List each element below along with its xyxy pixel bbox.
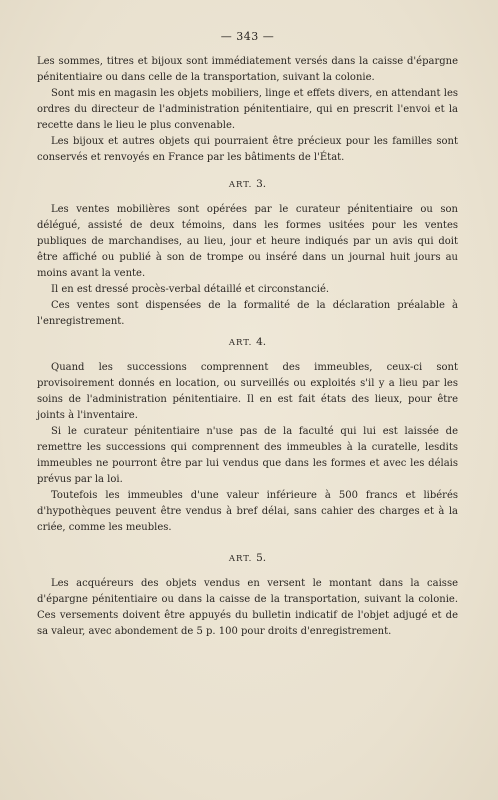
article-3 [37, 178, 458, 330]
paragraph: Sont mis en magasin les objets mobiliers, linge et effets divers, en attendant les ordres du directeur de l'administration pénitentiaire, qui en prescrit l'envoi et la recette dans le lieu le plus convenable. [37, 88, 458, 131]
article-heading-prefix: ART. [228, 180, 253, 190]
article-4 [37, 336, 458, 536]
section-continuation [37, 54, 458, 166]
article-5 [37, 552, 458, 640]
paragraph: Les acquéreurs des objets vendus en versent le montant dans la caisse d'épargne pénitentiaire ou dans la caisse de la transportation, suivant la colonie. Ces versements doivent être appuyés du bulletin indicatif de l'objet adjugé et de sa valeur, avec abondement de 5 p. 100 pour droits d'enregistrement. [37, 578, 458, 637]
article-heading-number: 5. [256, 552, 267, 564]
paragraph: Il en est dressé procès-verbal détaillé et circonstancié. [51, 284, 330, 295]
article-heading-number: 3. [256, 178, 267, 190]
paragraph: Si le curateur pénitentiaire n'use pas de la faculté qui lui est laissée de remettre les successions qui comprennent des immeubles à la curatelle, lesdits immeubles ne pourront être par lui vendus que dans les formes et avec les délais prévus par la loi. [37, 426, 458, 485]
article-heading-number: 4. [256, 336, 267, 348]
paragraph: Toutefois les immeubles d'une valeur inférieure à 500 francs et libérés d'hypothèques peuvent être vendus à bref délai, sans cahier des charges et à la criée, comme les meubles. [37, 490, 458, 533]
article-heading [37, 178, 458, 191]
article-heading-prefix: ART. [228, 554, 253, 564]
article-heading-prefix: ART. [228, 338, 253, 348]
paragraph: Ces ventes sont dispensées de la formalité de la déclaration préalable à l'enregistrement. [37, 300, 458, 327]
article-heading [37, 336, 458, 349]
paragraph: Les ventes mobilières sont opérées par le curateur pénitentiaire ou son délégué, assisté de deux témoins, dans les formes usitées pour les ventes publiques de marchandises, au lieu, jour et heure indiqués par un avis qui doit être affiché ou publié à son de trompe ou inséré dans un journal huit jours au moins avant la vente. [37, 204, 458, 279]
page-number: — 343 — [220, 30, 275, 43]
paragraph: Quand les successions comprennent des immeubles, ceux-ci sont provisoirement donnés en location, ou surveillés ou exploités s'il y a lieu par les soins de l'administration pénitentiaire. Il en est fait états des lieux, pour être joints à l'inventaire. [37, 362, 458, 421]
paragraph: Les bijoux et autres objets qui pourraient être précieux pour les familles sont conservés et renvoyés en France par les bâtiments de l'État. [37, 136, 458, 163]
paragraph: Les sommes, titres et bijoux sont immédiatement versés dans la caisse d'épargne pénitentiaire ou dans celle de la transportation, suivant la colonie. [37, 56, 458, 83]
article-heading [37, 552, 458, 565]
